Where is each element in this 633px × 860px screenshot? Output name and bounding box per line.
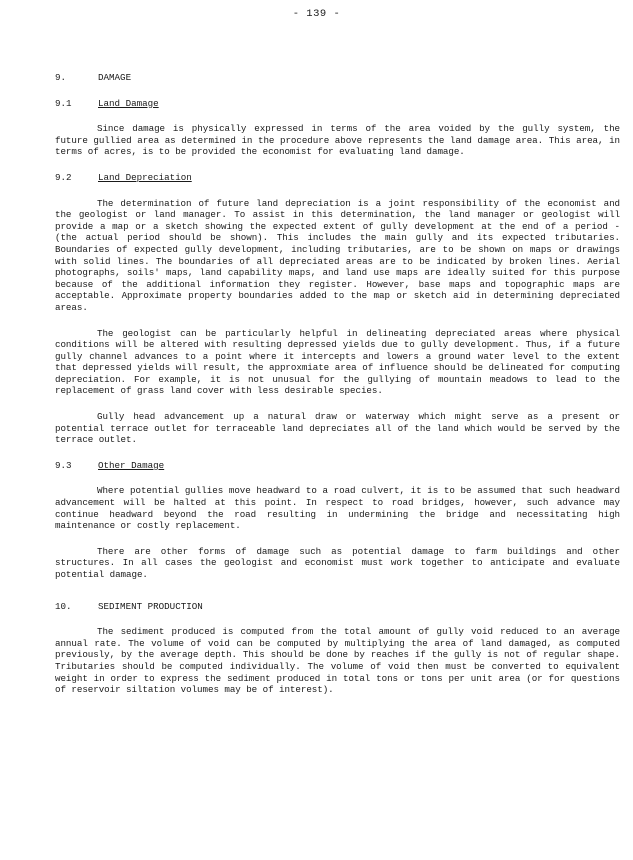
paragraph: Gully head advancement up a natural draw or waterway which might serve as a present or potential terrace outlet for terraceable land depreciates all of the land which would be served by the terrace outlet.	[55, 411, 620, 446]
section-9-1-heading	[55, 98, 620, 110]
section-9-2-heading	[55, 172, 620, 184]
page-number: - 139 -	[292, 8, 341, 20]
section-10-heading	[55, 601, 620, 613]
section-title: Land Depreciation	[98, 171, 192, 183]
page-content	[55, 72, 620, 696]
section-title: Other Damage	[98, 459, 165, 471]
section-title: Land Damage	[98, 97, 159, 109]
paragraph: There are other forms of damage such as potential damage to farm buildings and other structures. In all cases the geologist and economist must work together to anticipate and evaluate potential damage.	[55, 545, 620, 580]
paragraph: The geologist can be particularly helpful in delineating depreciated areas where physical conditions will be altered with resulting depressed yields due to gully development. Thus, if a future gully channel advances to a point where it intercepts and lowers a ground water level to the extent that depressed yields will result, the approxmiate area of influence should be delineated for computing depreciation. For example, it is not unusual for the gullying of mountain meadows to lead to the replacement of grass land cover with less desirable species.	[55, 327, 620, 397]
paragraph: Where potential gullies move headward to a road culvert, it is to be assumed that such headward advancement will be halted at this point. In respect to road bridges, however, such advance may continue headward beyond the road resulting in undermining the bridge and necessitating high maintenance or costly replacement.	[55, 485, 620, 532]
section-number: 9.1	[55, 97, 72, 109]
paragraph: The determination of future land depreciation is a joint responsibility of the economist and the geologist or land manager. To assist in this determination, the land manager or geologist will provide a map or a sketch showing the expected extent of gully development at the end of a period - (the actual period should be shown). This includes the main gully and its expected tributaries. Boundaries of expected gully development, including tributaries, are to be shown on maps or drawings with solid lines. The boundaries of all depreciated areas are to be indicated by broken lines. Aerial photographs, soils' maps, land capability maps, and land use maps are ideally suited for this purpose because of the additional information they register. However, base maps and topographic maps are acceptable. Approximate property boundaries added to the map or sketch aid in determining depreciated areas.	[55, 197, 620, 313]
section-number: 10.	[55, 600, 72, 612]
section-number: 9.3	[55, 459, 72, 471]
section-number: 9.	[55, 72, 67, 83]
paragraph: Since damage is physically expressed in terms of the area voided by the gully system, the future gullied area as determined in the procedure above represents the land damage area. This area, in terms of acres, is to be provided the economist for evaluating land damage.	[55, 123, 620, 158]
section-number: 9.2	[55, 171, 72, 183]
section-9-3-heading	[55, 460, 620, 472]
section-9-heading	[55, 72, 620, 84]
paragraph: The sediment produced is computed from the total amount of gully void reduced to an average annual rate. The volume of void can be computed by multiplying the area of land damaged, as computed previously, by the average depth. This should be done by reaches if the gully is not of regular shape. Tributaries should be computed individually. The volume of void then must be converted to equivalent weight in order to express the sediment produced in total tons or tons per unit area (or for questions of reservoir siltation volumes may be of interest).	[55, 626, 620, 696]
section-title: SEDIMENT PRODUCTION	[98, 600, 203, 612]
section-title: DAMAGE	[98, 72, 132, 83]
